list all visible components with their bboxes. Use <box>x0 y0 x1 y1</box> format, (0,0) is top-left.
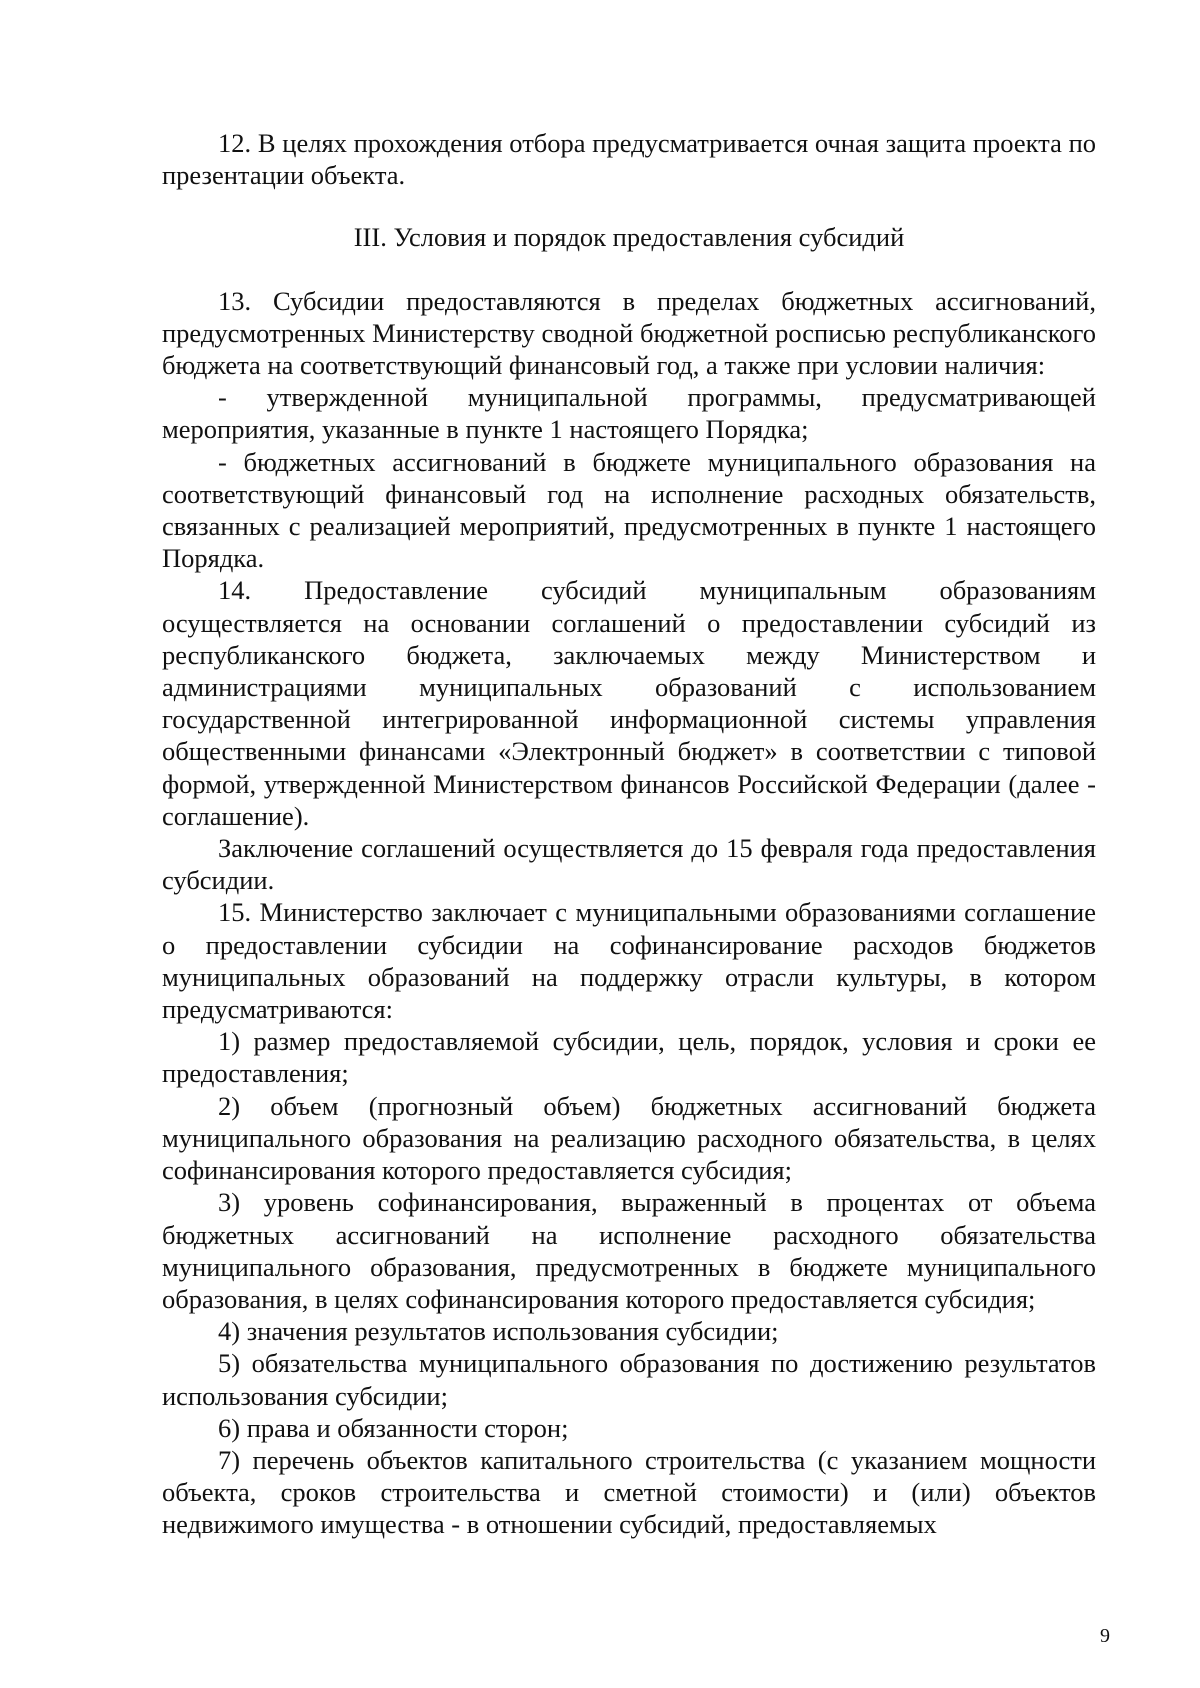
paragraph-13-item-program: - утвержденной муниципальной программы, предусматривающей мероприятия, указанные в пункте 1 настоящего Порядка; <box>162 382 1096 445</box>
paragraph-15-item-3: 3) уровень софинансирования, выраженный в процентах от объема бюджетных ассигнований на исполнение расходного обязательства муниципального образования, предусмотренных в бюджете муниципального образования, в целях софинансирования которого предоставляется субсидия; <box>162 1187 1096 1314</box>
paragraph-13: 13. Субсидии предоставляются в пределах бюджетных ассигнований, предусмотренных Министерству сводной бюджетной росписью республиканского бюджета на соответствующий финансовый год, а также при условии наличия: <box>162 285 1096 381</box>
paragraph-14-deadline: Заключение соглашений осуществляется до 15 февраля года предоставления субсидии. <box>162 833 1096 896</box>
section-heading: III. Условия и порядок предоставления субсидий <box>353 222 905 253</box>
paragraph-15-item-5: 5) обязательства муниципального образования по достижению результатов использования субсидии; <box>162 1348 1096 1411</box>
paragraph-15-item-7: 7) перечень объектов капитального строительства (с указанием мощности объекта, сроков строительства и сметной стоимости) и (или) объектов недвижимого имущества - в отношении субсидий, предоставляемых <box>162 1444 1096 1540</box>
paragraph-13-item-allocations: - бюджетных ассигнований в бюджете муниципального образования на соответствующий финансовый год на исполнение расходных обязательств, связанных с реализацией мероприятий, предусмотренных в пункте 1 настоящего Порядка. <box>162 446 1096 574</box>
paragraph-15-item-6: 6) права и обязанности сторон; <box>218 1412 569 1443</box>
paragraph-15-item-2: 2) объем (прогнозный объем) бюджетных ассигнований бюджета муниципального образования на реализацию расходного обязательства, в целях софинансирования которого предоставляется субсидия; <box>162 1090 1096 1186</box>
document-page <box>162 127 1096 1541</box>
paragraph-14: 14. Предоставление субсидий муниципальным образованиям осуществляется на основании соглашений о предоставлении субсидий из республиканского бюджета, заключаемых между Министерством и администрациями муниципальных образований с использованием государственной интегрированной информационной системы управления общественными финансами «Электронный бюджет» в соответствии с типовой формой, утвержденной Министерством финансов Российской Федерации (далее - соглашение). <box>162 575 1096 831</box>
paragraph-12: 12. В целях прохождения отбора предусматривается очная защита проекта по презентации объекта. <box>162 128 1096 191</box>
paragraph-15: 15. Министерство заключает с муниципальными образованиями соглашение о предоставлении субсидии на софинансирование расходов бюджетов муниципальных образований на поддержку отрасли культуры, в котором предусматриваются: <box>162 897 1096 1025</box>
page-number: 9 <box>1100 1625 1110 1647</box>
paragraph-15-item-1: 1) размер предоставляемой субсидии, цель, порядок, условия и сроки ее предоставления; <box>162 1026 1096 1089</box>
paragraph-15-item-4: 4) значения результатов использования субсидии; <box>218 1316 779 1347</box>
